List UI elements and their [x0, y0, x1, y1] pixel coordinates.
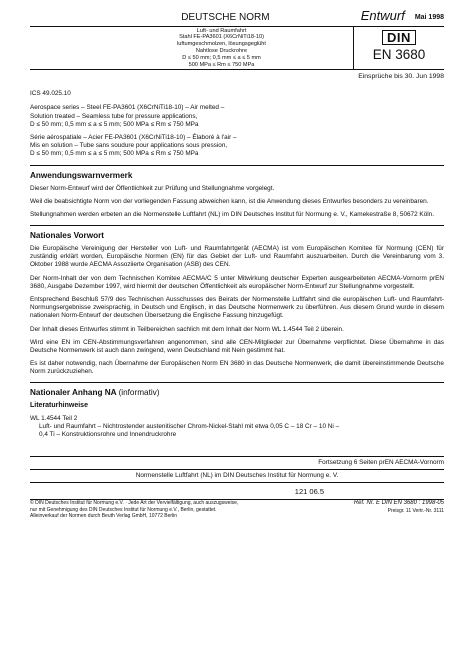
- title-line: Luft- und Raumfahrt: [196, 27, 247, 34]
- title-line: luftumgeschmolzen, lösungsgeglüht: [177, 41, 266, 48]
- french-title-line: D ≤ 50 mm; 0,5 mm ≤ a ≤ 5 mm; 500 MPa ≤ Rm ≤ 750 MPa: [30, 150, 199, 158]
- reference-id: WL 1.4544 Teil 2: [30, 414, 78, 422]
- title-rule: [30, 69, 444, 70]
- foreword-paragraph: Wird eine EN im CEN-Abstimmungsverfahren angenommen, sind alle CEN-Mitglieder zur Übernahme verpflichtet. Diese Übernahme in das Deutsche Normenwerk ist auch dann zwingend, wenn Deutschland mit Nein gestimmt hat.: [30, 338, 444, 354]
- publisher-line: Normenstelle Luftfahrt (NL) im DIN Deutsches Institut für Normung e. V.: [135, 471, 339, 479]
- bibliography-heading: Literaturhinweise: [30, 402, 88, 409]
- standard-number: EN 3680: [372, 47, 426, 63]
- ics-code: ICS 49.025.10: [30, 90, 71, 98]
- warning-heading: Anwendungswarnvermerk: [30, 170, 133, 180]
- title-block: [30, 27, 444, 69]
- foreword-paragraph: Der Inhalt dieses Entwurfes stimmt in Teilbereichen sachlich mit dem Inhalt der Norm WL 1.4544 Teil 2 überein.: [30, 325, 344, 333]
- english-title-line: Solution treated – Seamless tube for pressure applications,: [30, 112, 198, 120]
- foreword-heading: Nationales Vorwort: [30, 230, 105, 240]
- french-title-line: Mis en solution – Tube sans soudure pour applications sous pression,: [30, 142, 228, 150]
- copyright-line: Alleinverkauf der Normen durch Beuth Verlag GmbH, 10772 Berlin: [30, 513, 178, 520]
- publisher-rule-thick: [30, 482, 444, 483]
- document-header: [30, 8, 444, 25]
- publisher-rule: [30, 469, 444, 470]
- annex-heading-text: Nationaler Anhang NA: [30, 387, 117, 397]
- foreword-paragraph: Der Norm-Inhalt der von dem Technischen Komitee AECMA/C 5 unter Mitwirkung deutscher Experten ausgearbeiteten AECMA-Vornorm prEN 3680, Ausgabe Dezember 1997, wird hiermit der deutschen Öffentlichkeit als europäischer Norm-Entwurf zur Stellungnahme vorgestellt.: [30, 274, 444, 290]
- price-group: Preisgr. 11 Vertr.-Nr. 3111: [387, 508, 444, 515]
- foreword-paragraph: Entsprechend Beschluß 57/9 des Technischen Ausschusses des Beirats der Normenstelle Luftfahrt sind die europäischen Luft- und Raumfahrt-Normungsergebnisse zweisprachig, in Deutsch und Englisch, in das Deutsche Normenwerk zu überführen. Aus diesem Grund wurde in diesem nationalen Norm-Entwurf der deutschen Übersetzung die Englische Fassung hinzugefügt.: [30, 296, 444, 320]
- copyright-line: © DIN Deutsches Institut für Normung e.V. · Jede Art der Vervielfältigung, auch auszugsweise,: [30, 500, 239, 507]
- french-title-line: Série aérospatiale – Acier FE-PA3601 (X6CrNiTi18-10) – Élaboré à l'air –: [30, 133, 237, 141]
- title-line: Stahl FE-PA3601 (X6CrNiTi18-10): [179, 34, 264, 41]
- copyright-notice: [30, 500, 238, 520]
- norm-type-label: DEUTSCHE NORM: [181, 11, 270, 23]
- reference-number: Ref. Nr. E DIN EN 3680 : 1998-05: [353, 500, 444, 507]
- din-number-box: [353, 27, 444, 69]
- copyright-line: nur mit Genehmigung des DIN Deutsches Institut für Normung e.V., Berlin, gestattet.: [30, 506, 217, 513]
- title-line: Nahtlose Druckrohre: [195, 48, 248, 55]
- warning-paragraph: Dieser Norm-Entwurf wird der Öffentlichkeit zur Prüfung und Stellungnahme vorgelegt.: [30, 185, 275, 192]
- warning-paragraph: Weil die beabsichtigte Norm von der vorliegenden Fassung abweichen kann, ist die Anwendung dieses Entwurfes besonders zu vereinbaren.: [30, 198, 429, 206]
- reference-number-block: [354, 500, 444, 520]
- english-title-line: D ≤ 50 mm; 0,5 mm ≤ a ≤ 5 mm; 500 MPa ≤ Rm ≤ 750 MPa: [30, 120, 199, 128]
- continuation-note: Fortsetzung 6 Seiten prEN AECMA-Vornorm: [318, 458, 444, 466]
- bibliography-entry: [30, 415, 444, 440]
- annex-heading-suffix: (informativ): [118, 387, 160, 397]
- continuation-rule: [30, 456, 444, 457]
- warning-paragraph: Stellungnahmen werden erbeten an die Normenstelle Luftfahrt (NL) im DIN Deutsches Institut für Normung e. V., Kamekestraße 8, 50672 Köln.: [30, 211, 435, 219]
- german-title: [30, 27, 353, 69]
- english-title-line: Aerospace series – Steel FE-PA3601 (X6CrNiTi18-10) – Air melted –: [30, 104, 225, 112]
- reference-title: 0,4 Ti – Konstruktionsrohre und Innendruckrohre: [39, 431, 177, 439]
- price-code-row: [30, 487, 444, 497]
- section-rule: [30, 225, 444, 226]
- draft-status-label: Entwurf: [360, 8, 405, 23]
- section-rule: [30, 382, 444, 383]
- title-line: 500 MPa ≤ Rm ≤ 750 MPa: [188, 61, 255, 68]
- foreword-paragraph: Die Europäische Vereinigung der Hersteller von Luft- und Raumfahrtgerät (AECMA) ist vom Europäischen Komitee für Normung (CEN) für zuständig erklärt worden, Europäische Normen (EN) für das Gebiet der Luft- und Raumfahrt auszuarbeiten. Durch die Vereinbarung vom 3. Oktober 1988 wurde AECMA Assoziierte Organisation (ASB) des CEN.: [30, 245, 444, 269]
- title-line: D ≤ 50 mm; 0,5 mm ≤ a ≤ 5 mm: [182, 54, 261, 61]
- english-title: [30, 104, 444, 129]
- reference-title: Luft- und Raumfahrt – Nichtrostender austenitischer Chrom-Nickel-Stahl mit etwa 0,05 C – 18 Cr – 10 Ni –: [39, 423, 340, 431]
- copyright-footer: [30, 500, 444, 520]
- annex-heading: [30, 388, 444, 399]
- objection-deadline: Einsprüche bis 30. Jun 1998: [358, 72, 444, 80]
- foreword-paragraph: Es ist daher notwendig, nach Übernahme der Europäischen Norm EN 3680 in das Deutsche Normenwerk, die damit übereinstimmende Deutsche Norm zurückzuziehen.: [30, 360, 444, 376]
- price-code: 121 06.5: [294, 486, 324, 496]
- french-title: [30, 134, 444, 159]
- din-logo: DIN: [382, 30, 416, 46]
- issue-date: Mai 1998: [414, 13, 444, 21]
- section-rule: [30, 165, 444, 166]
